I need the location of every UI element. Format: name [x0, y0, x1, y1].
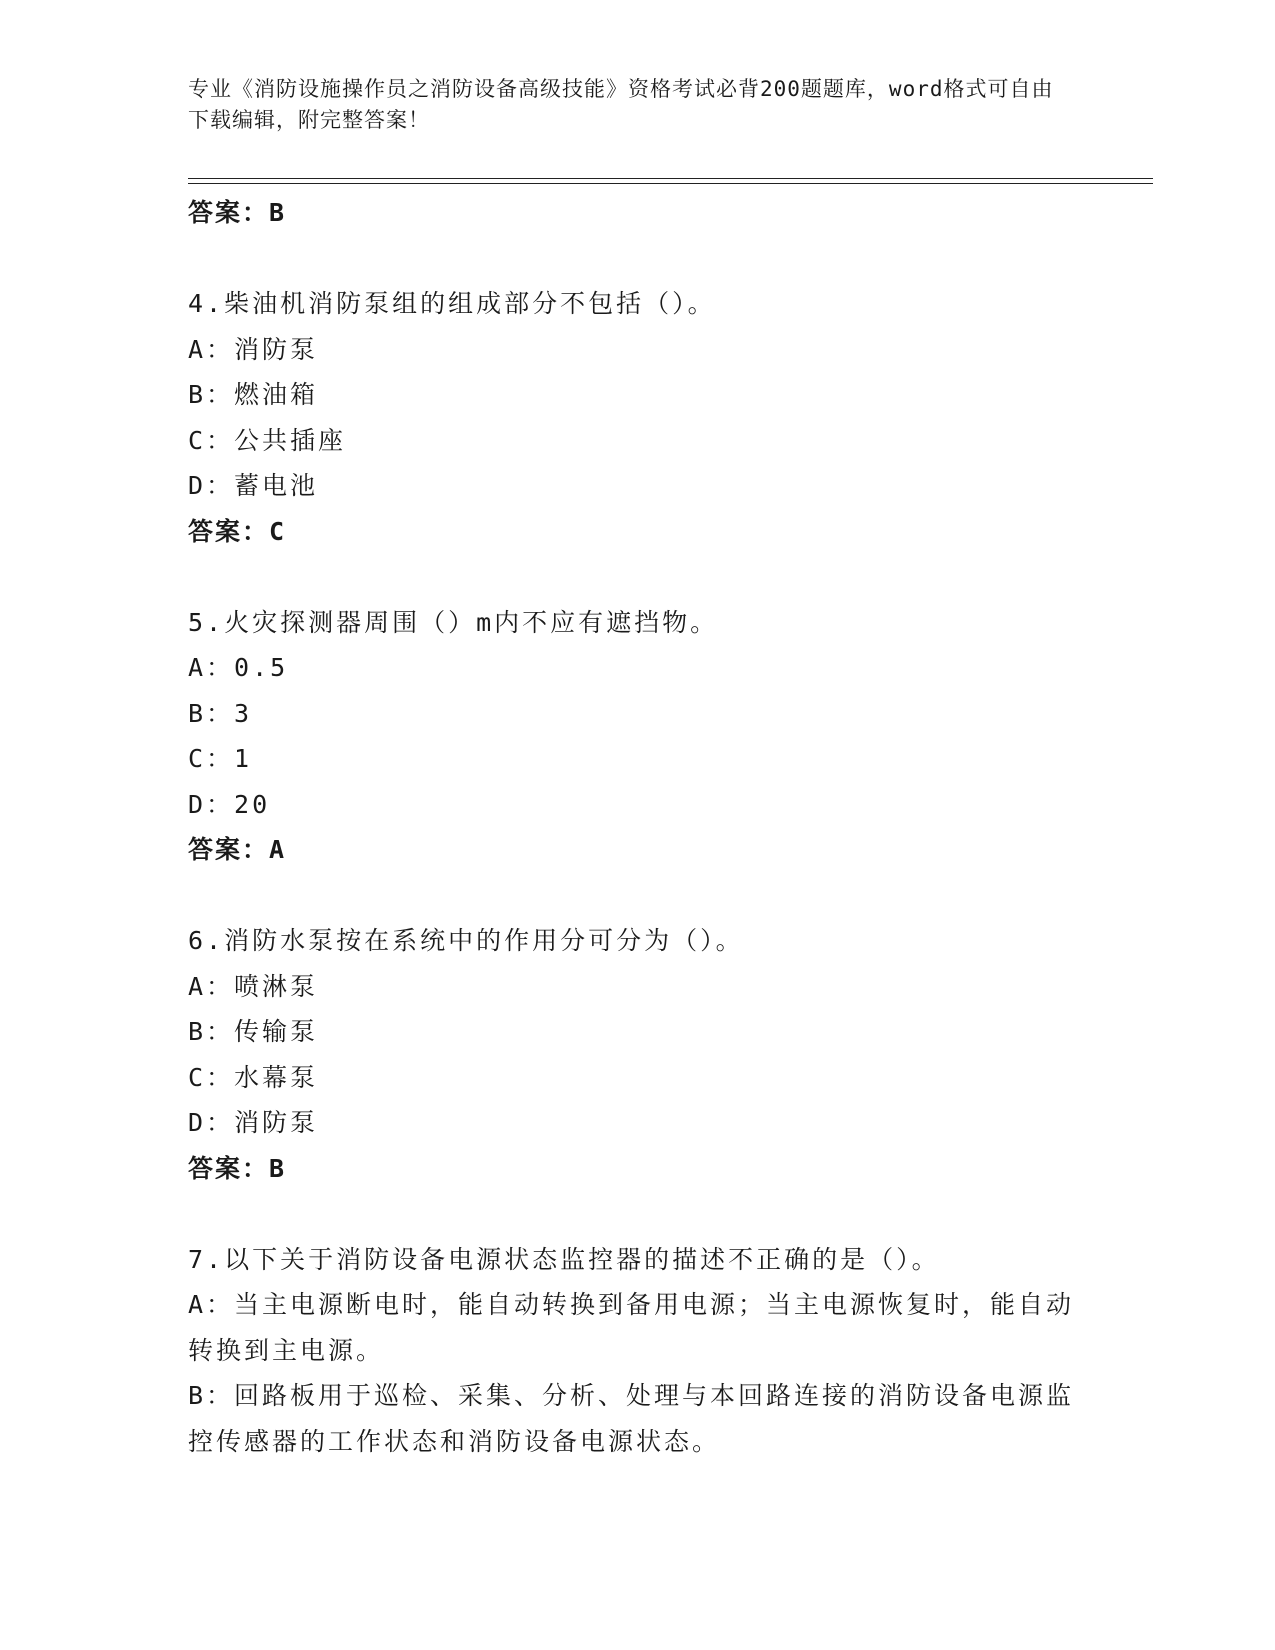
option-c: C：水幕泵 — [188, 1062, 319, 1092]
option-d: D：消防泵 — [188, 1108, 319, 1137]
question-5 — [188, 600, 1088, 873]
answer-value: C — [269, 516, 287, 546]
option-a: A：当主电源断电时，能自动转换到备用电源；当主电源恢复时，能自动转换到主电源。 — [188, 1290, 1075, 1365]
answer-line — [188, 1146, 1088, 1192]
answer-label: 答案： — [188, 198, 270, 227]
spacer — [188, 1191, 1088, 1237]
header-rule-bottom — [188, 183, 1153, 184]
answer-value: A — [269, 835, 287, 864]
answer-label: 答案： — [188, 516, 270, 546]
question-stem: 6.消防水泵按在系统中的作用分可分为（）。 — [188, 926, 744, 955]
question-4 — [188, 281, 1088, 554]
option-a: A：消防泵 — [188, 334, 319, 364]
answer-line — [188, 190, 1088, 236]
option-a: A：喷淋泵 — [188, 971, 319, 1001]
option-b: B：3 — [188, 698, 253, 728]
answer-value: B — [269, 198, 287, 227]
spacer — [188, 236, 1088, 282]
answer-line — [188, 509, 1088, 555]
option-d: D：蓄电池 — [188, 471, 319, 500]
question-7 — [188, 1237, 1088, 1465]
option-c: C：公共插座 — [188, 425, 347, 455]
header-rule-top — [188, 178, 1153, 179]
question-stem: 7.以下关于消防设备电源状态监控器的描述不正确的是（）。 — [188, 1244, 940, 1274]
option-b: B：回路板用于巡检、采集、分析、处理与本回路连接的消防设备电源监控传感器的工作状态和消防设备电源状态。 — [188, 1381, 1075, 1456]
answer-line — [188, 827, 1088, 873]
option-c: C：1 — [188, 744, 253, 773]
option-b: B：传输泵 — [188, 1017, 319, 1046]
question-stem: 4.柴油机消防泵组的组成部分不包括（）。 — [188, 289, 716, 318]
question-stem: 5.火灾探测器周围（）m内不应有遮挡物。 — [188, 607, 719, 637]
option-d: D：20 — [188, 789, 271, 819]
spacer — [188, 873, 1088, 919]
answer-label: 答案： — [188, 835, 270, 864]
spacer — [188, 554, 1088, 600]
answer-label: 答案： — [188, 1153, 270, 1183]
question-list — [188, 190, 1088, 1464]
option-b: B：燃油箱 — [188, 380, 319, 409]
page-header: 专业《消防设施操作员之消防设备高级技能》资格考试必背200题题库，word格式可自由下载编辑，附完整答案！ — [188, 77, 1054, 132]
option-a: A：0.5 — [188, 653, 289, 682]
answer-value: B — [269, 1153, 287, 1183]
question-6 — [188, 918, 1088, 1191]
